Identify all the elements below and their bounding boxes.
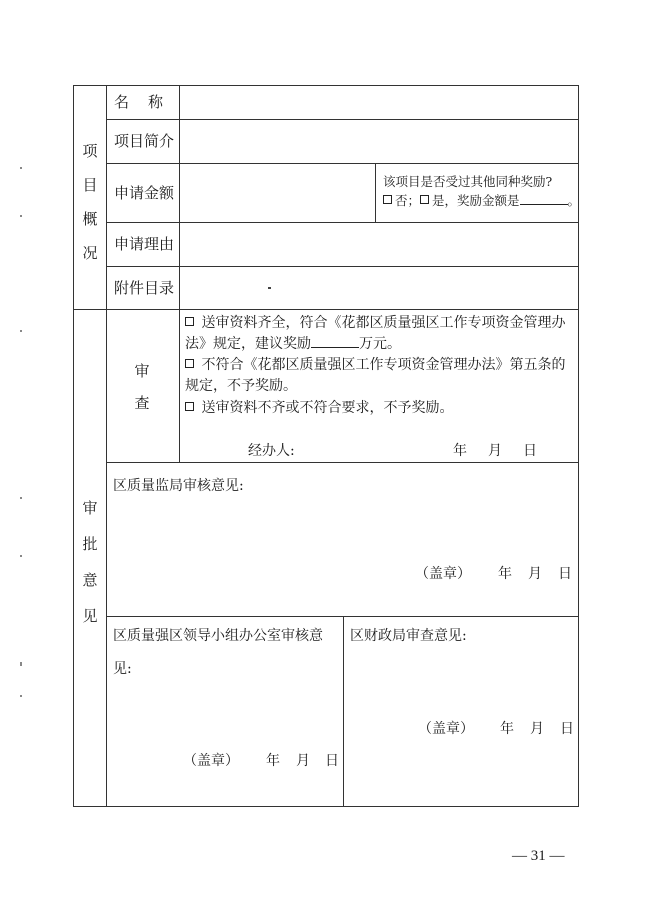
- finance-bureau-year: 年: [500, 721, 514, 737]
- finance-bureau-title: 区财政局审查意见:: [350, 628, 467, 644]
- review-date-month: 月: [488, 443, 502, 459]
- review-option-2-line2: 规定，不予奖励。: [185, 378, 297, 394]
- label-char: 见: [82, 607, 98, 625]
- label-project-intro: 项目简介: [114, 132, 175, 150]
- quality-bureau-seal: （盖章）: [415, 566, 471, 582]
- no-checkbox[interactable]: [383, 195, 392, 204]
- label-reason: 申请理由: [114, 235, 175, 253]
- scan-speck: [20, 497, 22, 499]
- label-char: 概: [82, 210, 98, 228]
- review-date-year: 年: [453, 443, 467, 459]
- leading-group-title-line1: 区质量强区领导小组办公室审核意: [113, 628, 323, 644]
- scan-speck: [20, 167, 22, 169]
- requested-amount-field[interactable]: [180, 164, 375, 222]
- quality-bureau-day: 日: [558, 566, 572, 582]
- overview-section-label: [80, 140, 100, 276]
- label-char: 目: [82, 176, 98, 194]
- amount-split-divider: [375, 163, 376, 222]
- other-award-options: [383, 190, 580, 209]
- suggested-award-blank[interactable]: [311, 333, 359, 348]
- quality-bureau-month: 月: [528, 566, 542, 582]
- table-border-left: [73, 85, 74, 807]
- yes-checkbox[interactable]: [420, 195, 429, 204]
- review-date-day: 日: [523, 443, 537, 459]
- label-char: 查: [134, 394, 150, 412]
- approval-section-label: [80, 497, 100, 641]
- quality-bureau-title: 区质量监局审核意见:: [113, 478, 244, 494]
- leading-group-month: 月: [296, 753, 310, 769]
- leading-group-seal: （盖章）: [183, 753, 239, 769]
- option-text: 送审资料齐全，符合《花都区质量强区工作专项资金管理办: [201, 315, 566, 331]
- yes-label: 是，奖励金额是: [432, 193, 520, 208]
- leading-group-title-line2: 见:: [113, 661, 132, 677]
- label-char: 审: [82, 499, 98, 517]
- quality-bureau-year: 年: [498, 566, 512, 582]
- label-name: 名 称: [114, 93, 166, 111]
- label-char: 况: [82, 244, 98, 262]
- project-intro-field[interactable]: [180, 120, 578, 163]
- finance-bureau-month: 月: [530, 721, 544, 737]
- name-field[interactable]: [180, 86, 578, 119]
- attachments-field[interactable]: [180, 267, 578, 309]
- scan-speck: [268, 287, 271, 289]
- award-amount-blank[interactable]: [520, 190, 568, 205]
- option-text: 法》规定，建议奖励: [185, 336, 311, 352]
- option-text: 送审资料不齐或不符合要求，不予奖励。: [201, 400, 454, 416]
- leading-group-year: 年: [266, 753, 280, 769]
- section-divider: [73, 309, 579, 310]
- scan-speck: [20, 330, 22, 332]
- finance-bureau-day: 日: [560, 721, 574, 737]
- option-text: 万元。: [359, 336, 401, 352]
- label-attachments: 附件目录: [114, 279, 175, 297]
- handler-label: 经办人:: [248, 443, 295, 459]
- finance-bureau-seal: （盖章）: [418, 721, 474, 737]
- reason-field[interactable]: [180, 223, 578, 266]
- review-option-2-line1: [185, 355, 565, 375]
- scan-speck: [20, 695, 22, 697]
- page-number: — 31 —: [512, 848, 565, 864]
- review-label: [132, 360, 152, 424]
- label-requested-amount: 申请金额: [114, 184, 175, 202]
- review-option-1-line2: [185, 333, 401, 354]
- review-option-1-line1: [185, 313, 565, 333]
- label-char: 批: [82, 535, 98, 553]
- option-3-checkbox[interactable]: [185, 402, 194, 411]
- label-char: 意: [82, 571, 98, 589]
- scan-speck: [20, 215, 22, 217]
- option-2-checkbox[interactable]: [185, 359, 194, 368]
- leading-group-day: 日: [325, 753, 339, 769]
- period: 。: [567, 193, 581, 208]
- label-char: 项: [82, 142, 98, 160]
- scan-speck: [20, 555, 22, 557]
- table-border-bottom: [73, 806, 579, 807]
- label-char: 审: [134, 362, 150, 380]
- no-label: 否；: [395, 193, 421, 208]
- scan-speck: [20, 662, 22, 666]
- option-1-checkbox[interactable]: [185, 317, 194, 326]
- other-award-question: 该项目是否受过其他同种奖励?: [383, 174, 553, 189]
- option-text: 不符合《花都区质量强区工作专项资金管理办法》第五条的: [201, 357, 566, 373]
- review-option-3-line1: [185, 398, 453, 418]
